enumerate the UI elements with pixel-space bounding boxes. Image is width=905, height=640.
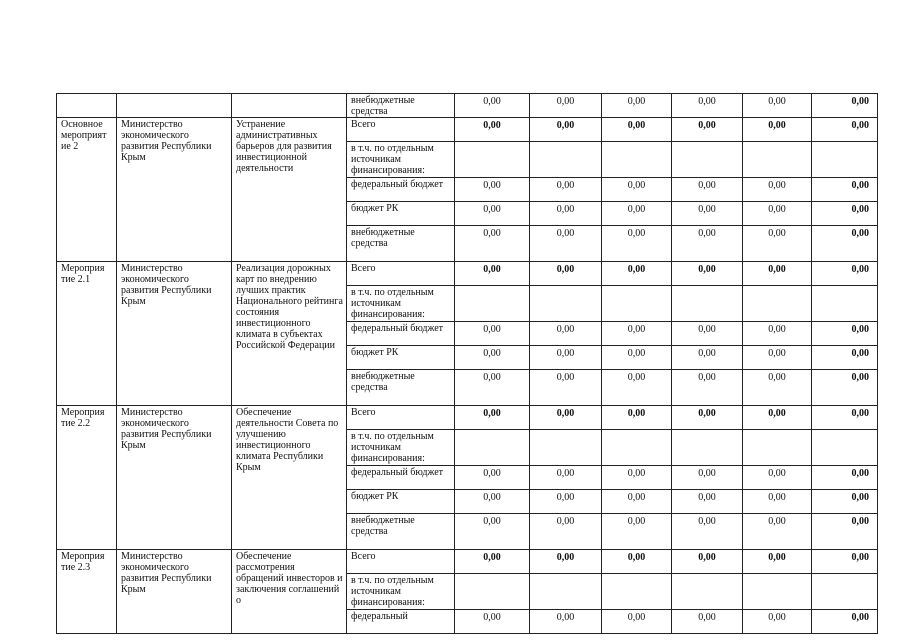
- value-cell: 0,00: [672, 202, 743, 226]
- value-cell: 0,00: [743, 94, 812, 118]
- value-cell: [455, 142, 530, 178]
- value-cell-total: 0,00: [812, 370, 878, 406]
- value-cell: 0,00: [602, 226, 672, 262]
- value-cell: [530, 430, 602, 466]
- value-cell: 0,00: [455, 466, 530, 490]
- value-cell: 0,00: [530, 514, 602, 550]
- value-cell-total: 0,00: [812, 94, 878, 118]
- value-cell: 0,00: [530, 466, 602, 490]
- source-cell: внебюджетные средства: [347, 94, 455, 118]
- value-cell: 0,00: [455, 262, 530, 286]
- value-cell-total: 0,00: [812, 406, 878, 430]
- value-cell: 0,00: [743, 550, 812, 574]
- value-cell: [602, 430, 672, 466]
- value-cell: 0,00: [672, 550, 743, 574]
- table-row: [57, 550, 878, 574]
- value-cell: 0,00: [455, 226, 530, 262]
- activity-name-cell: Обеспечение деятельности Совета по улучшению инвестиционного климата Республики Крым: [232, 406, 347, 550]
- value-cell: [743, 142, 812, 178]
- value-cell: 0,00: [743, 466, 812, 490]
- source-cell: Всего: [347, 406, 455, 430]
- executor-cell: Министерство экономического развития Республики Крым: [117, 118, 232, 262]
- value-cell: 0,00: [455, 346, 530, 370]
- value-cell: 0,00: [672, 406, 743, 430]
- value-cell: 0,00: [743, 262, 812, 286]
- value-cell: 0,00: [672, 262, 743, 286]
- value-cell: [602, 574, 672, 610]
- executor-cell: Министерство экономического развития Республики Крым: [117, 406, 232, 550]
- value-cell: [530, 574, 602, 610]
- activity-name-cell: Реализация дорожных карт по внедрению лучших практик Национального рейтинга состояния инвестиционного климата в субъектах Российской Федерации: [232, 262, 347, 406]
- value-cell: 0,00: [672, 610, 743, 634]
- value-cell: 0,00: [602, 370, 672, 406]
- table-row: [57, 262, 878, 286]
- value-cell-total: 0,00: [812, 466, 878, 490]
- value-cell: [530, 286, 602, 322]
- value-cell: 0,00: [455, 202, 530, 226]
- value-cell: 0,00: [743, 514, 812, 550]
- value-cell: 0,00: [602, 262, 672, 286]
- value-cell: 0,00: [530, 406, 602, 430]
- value-cell: 0,00: [602, 466, 672, 490]
- value-cell: 0,00: [455, 550, 530, 574]
- value-cell: 0,00: [602, 514, 672, 550]
- value-cell-total: 0,00: [812, 322, 878, 346]
- value-cell: [455, 286, 530, 322]
- value-cell: 0,00: [530, 610, 602, 634]
- value-cell: 0,00: [602, 490, 672, 514]
- value-cell: 0,00: [530, 490, 602, 514]
- value-cell: [743, 574, 812, 610]
- activity-name-cell: Обеспечение рассмотрения обращений инвесторов и заключения соглашений о: [232, 550, 347, 634]
- value-cell: [602, 286, 672, 322]
- activity-name-cell: [232, 94, 347, 118]
- value-cell: 0,00: [743, 178, 812, 202]
- value-cell: 0,00: [455, 94, 530, 118]
- value-cell-total: 0,00: [812, 610, 878, 634]
- value-cell: 0,00: [602, 610, 672, 634]
- code-cell: [57, 94, 117, 118]
- value-cell: 0,00: [672, 322, 743, 346]
- value-cell: 0,00: [602, 178, 672, 202]
- executor-cell: Министерство экономического развития Республики Крым: [117, 550, 232, 634]
- value-cell: [672, 574, 743, 610]
- value-cell: 0,00: [672, 118, 743, 142]
- value-cell: 0,00: [743, 322, 812, 346]
- value-cell-total: 0,00: [812, 118, 878, 142]
- source-cell: в т.ч. по отдельным источникам финансирования:: [347, 142, 455, 178]
- value-cell: 0,00: [530, 370, 602, 406]
- value-cell: 0,00: [530, 346, 602, 370]
- source-cell: федеральный бюджет: [347, 178, 455, 202]
- value-cell: 0,00: [743, 346, 812, 370]
- value-cell: 0,00: [672, 178, 743, 202]
- executor-cell: [117, 94, 232, 118]
- value-cell: 0,00: [530, 322, 602, 346]
- value-cell: 0,00: [455, 490, 530, 514]
- value-cell-total: [812, 286, 878, 322]
- value-cell-total: 0,00: [812, 226, 878, 262]
- source-cell: федеральный бюджет: [347, 322, 455, 346]
- source-cell: Всего: [347, 262, 455, 286]
- source-cell: внебюджетные средства: [347, 514, 455, 550]
- value-cell: 0,00: [672, 514, 743, 550]
- value-cell-total: 0,00: [812, 514, 878, 550]
- value-cell: 0,00: [672, 94, 743, 118]
- value-cell: 0,00: [530, 262, 602, 286]
- value-cell-total: [812, 430, 878, 466]
- value-cell: 0,00: [530, 118, 602, 142]
- value-cell: 0,00: [530, 202, 602, 226]
- value-cell: [743, 286, 812, 322]
- value-cell: [455, 430, 530, 466]
- value-cell: 0,00: [743, 226, 812, 262]
- value-cell: 0,00: [530, 226, 602, 262]
- source-cell: Всего: [347, 550, 455, 574]
- source-cell: внебюджетные средства: [347, 226, 455, 262]
- value-cell: [530, 142, 602, 178]
- value-cell: 0,00: [672, 226, 743, 262]
- source-cell: в т.ч. по отдельным источникам финансирования:: [347, 430, 455, 466]
- value-cell: 0,00: [455, 370, 530, 406]
- value-cell: 0,00: [455, 610, 530, 634]
- value-cell-total: 0,00: [812, 178, 878, 202]
- financing-table: [56, 93, 878, 634]
- value-cell: 0,00: [602, 550, 672, 574]
- code-cell: Мероприя тие 2.2: [57, 406, 117, 550]
- code-cell: Мероприя тие 2.3: [57, 550, 117, 634]
- value-cell: 0,00: [672, 370, 743, 406]
- value-cell: 0,00: [743, 490, 812, 514]
- value-cell-total: [812, 142, 878, 178]
- source-cell: бюджет РК: [347, 346, 455, 370]
- code-cell: Основное мероприят ие 2: [57, 118, 117, 262]
- value-cell-total: 0,00: [812, 346, 878, 370]
- value-cell: 0,00: [602, 406, 672, 430]
- value-cell-total: 0,00: [812, 490, 878, 514]
- value-cell: [602, 142, 672, 178]
- table-row: [57, 118, 878, 142]
- value-cell: 0,00: [602, 346, 672, 370]
- value-cell: [672, 286, 743, 322]
- value-cell: 0,00: [530, 550, 602, 574]
- value-cell: 0,00: [743, 610, 812, 634]
- value-cell: 0,00: [672, 346, 743, 370]
- value-cell: [455, 574, 530, 610]
- value-cell: 0,00: [743, 370, 812, 406]
- value-cell: [743, 430, 812, 466]
- table-row: [57, 406, 878, 430]
- value-cell-total: [812, 574, 878, 610]
- value-cell: 0,00: [602, 118, 672, 142]
- value-cell: 0,00: [455, 406, 530, 430]
- source-cell: бюджет РК: [347, 490, 455, 514]
- value-cell-total: 0,00: [812, 202, 878, 226]
- table-row-continuation: [57, 94, 878, 118]
- code-cell: Мероприя тие 2.1: [57, 262, 117, 406]
- value-cell: 0,00: [455, 322, 530, 346]
- source-cell: в т.ч. по отдельным источникам финансирования:: [347, 286, 455, 322]
- value-cell: 0,00: [455, 178, 530, 202]
- source-cell: в т.ч. по отдельным источникам финансирования:: [347, 574, 455, 610]
- source-cell: федеральный бюджет: [347, 466, 455, 490]
- value-cell: 0,00: [455, 514, 530, 550]
- value-cell: 0,00: [530, 178, 602, 202]
- value-cell: [672, 142, 743, 178]
- value-cell: [672, 430, 743, 466]
- value-cell: 0,00: [743, 202, 812, 226]
- value-cell: 0,00: [672, 490, 743, 514]
- value-cell: 0,00: [455, 118, 530, 142]
- value-cell-total: 0,00: [812, 550, 878, 574]
- source-cell: внебюджетные средства: [347, 370, 455, 406]
- executor-cell: Министерство экономического развития Республики Крым: [117, 262, 232, 406]
- source-cell: федеральный: [347, 610, 455, 634]
- value-cell: 0,00: [743, 118, 812, 142]
- activity-name-cell: Устранение административных барьеров для развития инвестиционной деятельности: [232, 118, 347, 262]
- source-cell: Всего: [347, 118, 455, 142]
- value-cell: 0,00: [602, 322, 672, 346]
- value-cell: 0,00: [530, 94, 602, 118]
- value-cell: 0,00: [672, 466, 743, 490]
- source-cell: бюджет РК: [347, 202, 455, 226]
- value-cell: 0,00: [602, 94, 672, 118]
- value-cell: 0,00: [602, 202, 672, 226]
- value-cell-total: 0,00: [812, 262, 878, 286]
- value-cell: 0,00: [743, 406, 812, 430]
- table-body: [57, 94, 878, 634]
